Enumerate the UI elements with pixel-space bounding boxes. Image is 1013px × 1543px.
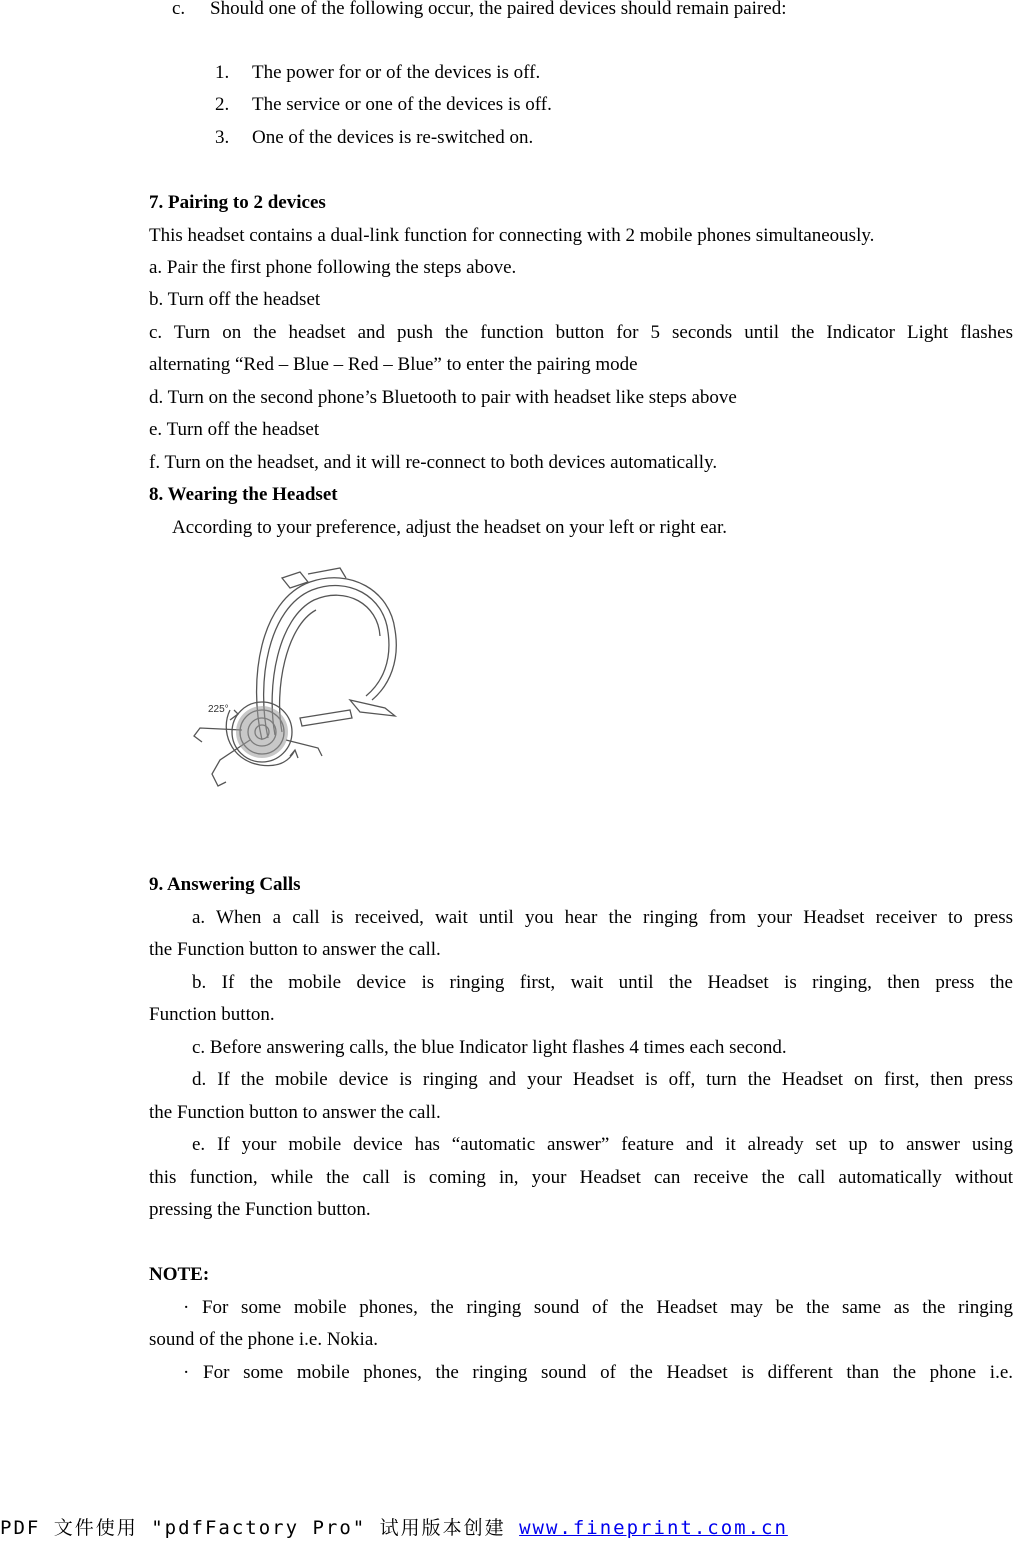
- step-c-line-1: c. Turn on the headset and push the function button for 5 seconds until the Indicator Light flashes: [149, 322, 1013, 343]
- section-7-intro: This headset contains a dual-link function for connecting with 2 mobile phones simultaneously.: [149, 225, 875, 246]
- answer-a-line-1: a. When a call is received, wait until you hear the ringing from your Headset receiver to press: [192, 907, 1013, 928]
- step-b: b. Turn off the headset: [149, 289, 321, 310]
- answer-e-line-2: this function, while the call is coming in, your Headset can receive the call automatically without: [149, 1167, 1013, 1188]
- list-item-number: 2.: [215, 94, 230, 115]
- answer-b-line-2: Function button.: [149, 1004, 275, 1025]
- answer-b-line-1: b. If the mobile device is ringing first, wait until the Headset is ringing, then press the: [192, 972, 1013, 993]
- step-e: e. Turn off the headset: [149, 419, 320, 440]
- headset-illustration: [190, 560, 410, 800]
- answer-d-line-1: d. If the mobile device is ringing and your Headset is off, turn the Headset on first, then press: [192, 1069, 1013, 1090]
- answer-a-line-2: the Function button to answer the call.: [149, 939, 441, 960]
- pdf-footer: [0, 1516, 788, 1540]
- answer-c: c. Before answering calls, the blue Indicator light flashes 4 times each second.: [192, 1037, 787, 1058]
- list-item-text: One of the devices is re-switched on.: [252, 127, 534, 148]
- footer-link[interactable]: www.fineprint.com.cn: [519, 1517, 788, 1539]
- list-item: [215, 57, 540, 90]
- note-item-1-line-1: · For some mobile phones, the ringing sound of the Headset may be the same as the ringing: [183, 1297, 1013, 1318]
- step-c-line-2: alternating “Red – Blue – Red – Blue” to enter the pairing mode: [149, 354, 638, 375]
- footer-text: PDF 文件使用 "pdfFactory Pro" 试用版本创建: [0, 1517, 520, 1539]
- list-item-number: 3.: [215, 127, 230, 148]
- section-8-text: According to your preference, adjust the headset on your left or right ear.: [172, 517, 728, 538]
- list-c-text: Should one of the following occur, the paired devices should remain paired:: [210, 0, 787, 19]
- rotation-angle-label: 225°: [208, 704, 229, 715]
- section-8-heading: 8. Wearing the Headset: [149, 484, 338, 505]
- list-item: [215, 122, 533, 155]
- section-9-heading: 9. Answering Calls: [149, 874, 301, 895]
- list-item-text: The power for or of the devices is off.: [252, 62, 541, 83]
- list-item: [215, 89, 552, 122]
- note-item-2-line-1: · For some mobile phones, the ringing sound of the Headset is different than the phone i.e.: [183, 1362, 1013, 1383]
- note-item-1-line-2: sound of the phone i.e. Nokia.: [149, 1329, 379, 1350]
- answer-e-line-1: e. If your mobile device has “automatic answer” feature and it already set up to answer using: [192, 1134, 1013, 1155]
- answer-e-line-3: pressing the Function button.: [149, 1199, 371, 1220]
- step-f: f. Turn on the headset, and it will re-connect to both devices automatically.: [149, 452, 718, 473]
- list-item-text: The service or one of the devices is off.: [252, 94, 552, 115]
- answer-d-line-2: the Function button to answer the call.: [149, 1102, 441, 1123]
- list-item-number: 1.: [215, 62, 230, 83]
- step-d: d. Turn on the second phone’s Bluetooth to pair with headset like steps above: [149, 387, 737, 408]
- list-marker-c: c.: [172, 0, 186, 19]
- section-7-heading: 7. Pairing to 2 devices: [149, 192, 326, 213]
- note-heading: NOTE:: [149, 1264, 210, 1285]
- step-a: a. Pair the first phone following the steps above.: [149, 257, 517, 278]
